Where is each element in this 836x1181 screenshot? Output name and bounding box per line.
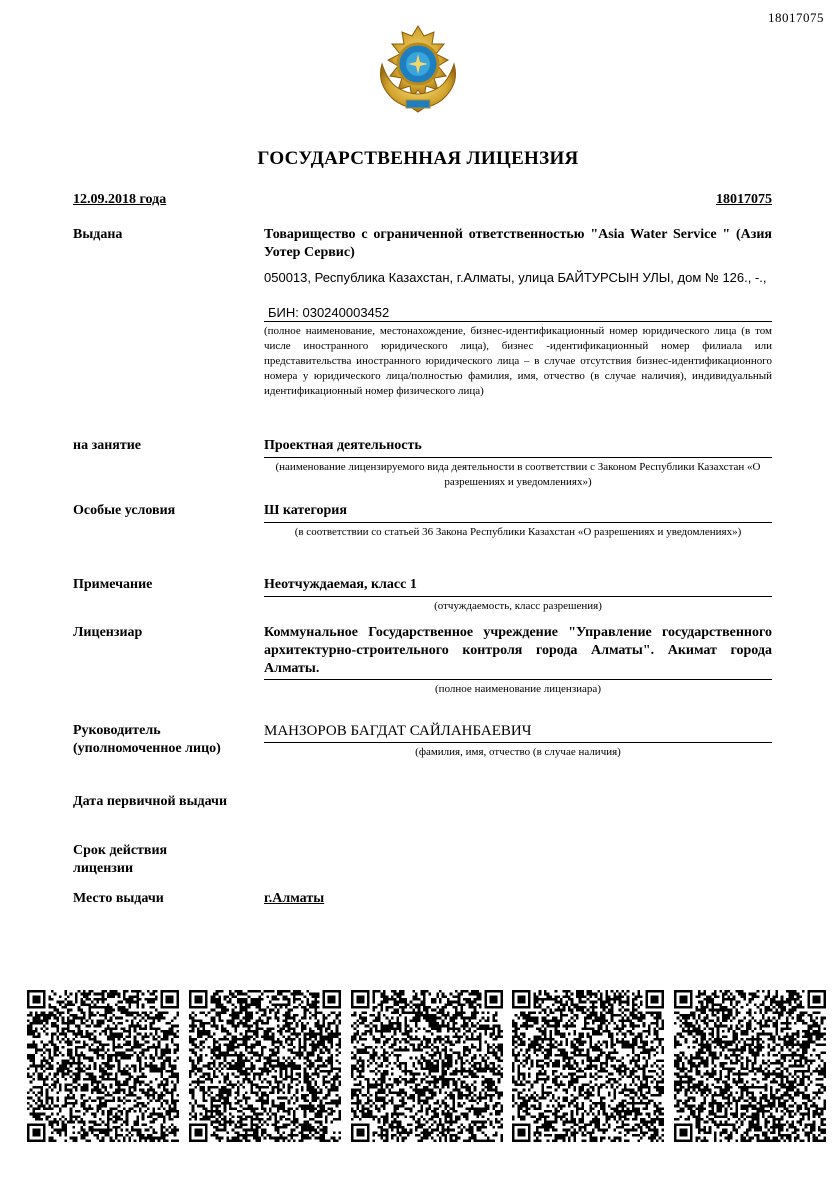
conditions-note: (в соответствии со статьей 36 Закона Республики Казахстан «О разрешениях и уведомлениях») xyxy=(264,522,772,540)
issued-to-note: (полное наименование, местонахождение, бизнес-идентификационный номер юридического лица (в том числе иностранного юридического лица), бизнес -идентификационный номер филиала или представительства иностранного юридического лица – в случае отсутствия бизнес-идентификационного номера у юридического лица/полностью фамилия, имя, отчество (в случае наличия), индивидуальный идентификационный номер физического лица) xyxy=(264,321,772,399)
license-number: 18017075 xyxy=(716,192,772,207)
place-label: Место выдачи xyxy=(73,891,164,906)
remark-value: Неотчуждаемая, класс 1 xyxy=(264,577,417,592)
validity-label xyxy=(73,842,167,878)
activity-label: на занятие xyxy=(73,438,141,453)
qr-code-icon xyxy=(674,990,826,1142)
head-label-line2: (уполномоченное лицо) xyxy=(73,741,221,756)
head-label xyxy=(73,722,221,758)
head-label-line1: Руководитель xyxy=(73,723,161,738)
validity-label-line2: лицензии xyxy=(73,861,134,876)
issued-to-label: Выдана xyxy=(73,227,123,242)
issued-to-name: Товарищество с ограниченной ответственностью "Asia Water Service " (Азия Уотер Сервис) xyxy=(264,227,772,260)
licensor-note: (полное наименование лицензиара) xyxy=(264,679,772,697)
qr-code-icon xyxy=(512,990,664,1142)
issue-date: 12.09.2018 года xyxy=(73,192,167,207)
qr-code-icon xyxy=(27,990,179,1142)
state-emblem-icon xyxy=(372,24,464,116)
head-note: (фамилия, имя, отчество (в случае наличия) xyxy=(264,742,772,760)
issued-to-bin: БИН: 030240003452 xyxy=(268,305,390,320)
document-title: ГОСУДАРСТВЕННАЯ ЛИЦЕНЗИЯ xyxy=(257,148,579,169)
licensor-value: Коммунальное Государственное учреждение "Управление государственного архитектурно-строительного контроля города Алматы". Акимат города Алматы. xyxy=(264,625,772,676)
conditions-label: Особые условия xyxy=(73,503,176,518)
validity-label-line1: Срок действия xyxy=(73,843,168,858)
place-value: г.Алматы xyxy=(264,891,325,906)
first-issue-label: Дата первичной выдачи xyxy=(73,794,228,809)
conditions-value: Ш категория xyxy=(264,503,347,518)
activity-note: (наименование лицензируемого вида деятельности в соответствии с Законом Республики Казахстан «О разрешениях и уведомлениях») xyxy=(264,457,772,490)
doc-number-top: 18017075 xyxy=(768,10,824,25)
qr-code-icon xyxy=(351,990,503,1142)
remark-label: Примечание xyxy=(73,577,153,592)
activity-value: Проектная деятельность xyxy=(264,438,422,453)
qr-code-icon xyxy=(189,990,341,1142)
remark-note: (отчуждаемость, класс разрешения) xyxy=(264,596,772,614)
issued-to-address: 050013, Республика Казахстан, г.Алматы, улица БАЙТУРСЫН УЛЫ, дом № 126., -., xyxy=(264,270,767,285)
head-value: МАНЗОРОВ БАГДАТ САЙЛАНБАЕВИЧ xyxy=(264,723,532,739)
licensor-label: Лицензиар xyxy=(73,625,143,640)
